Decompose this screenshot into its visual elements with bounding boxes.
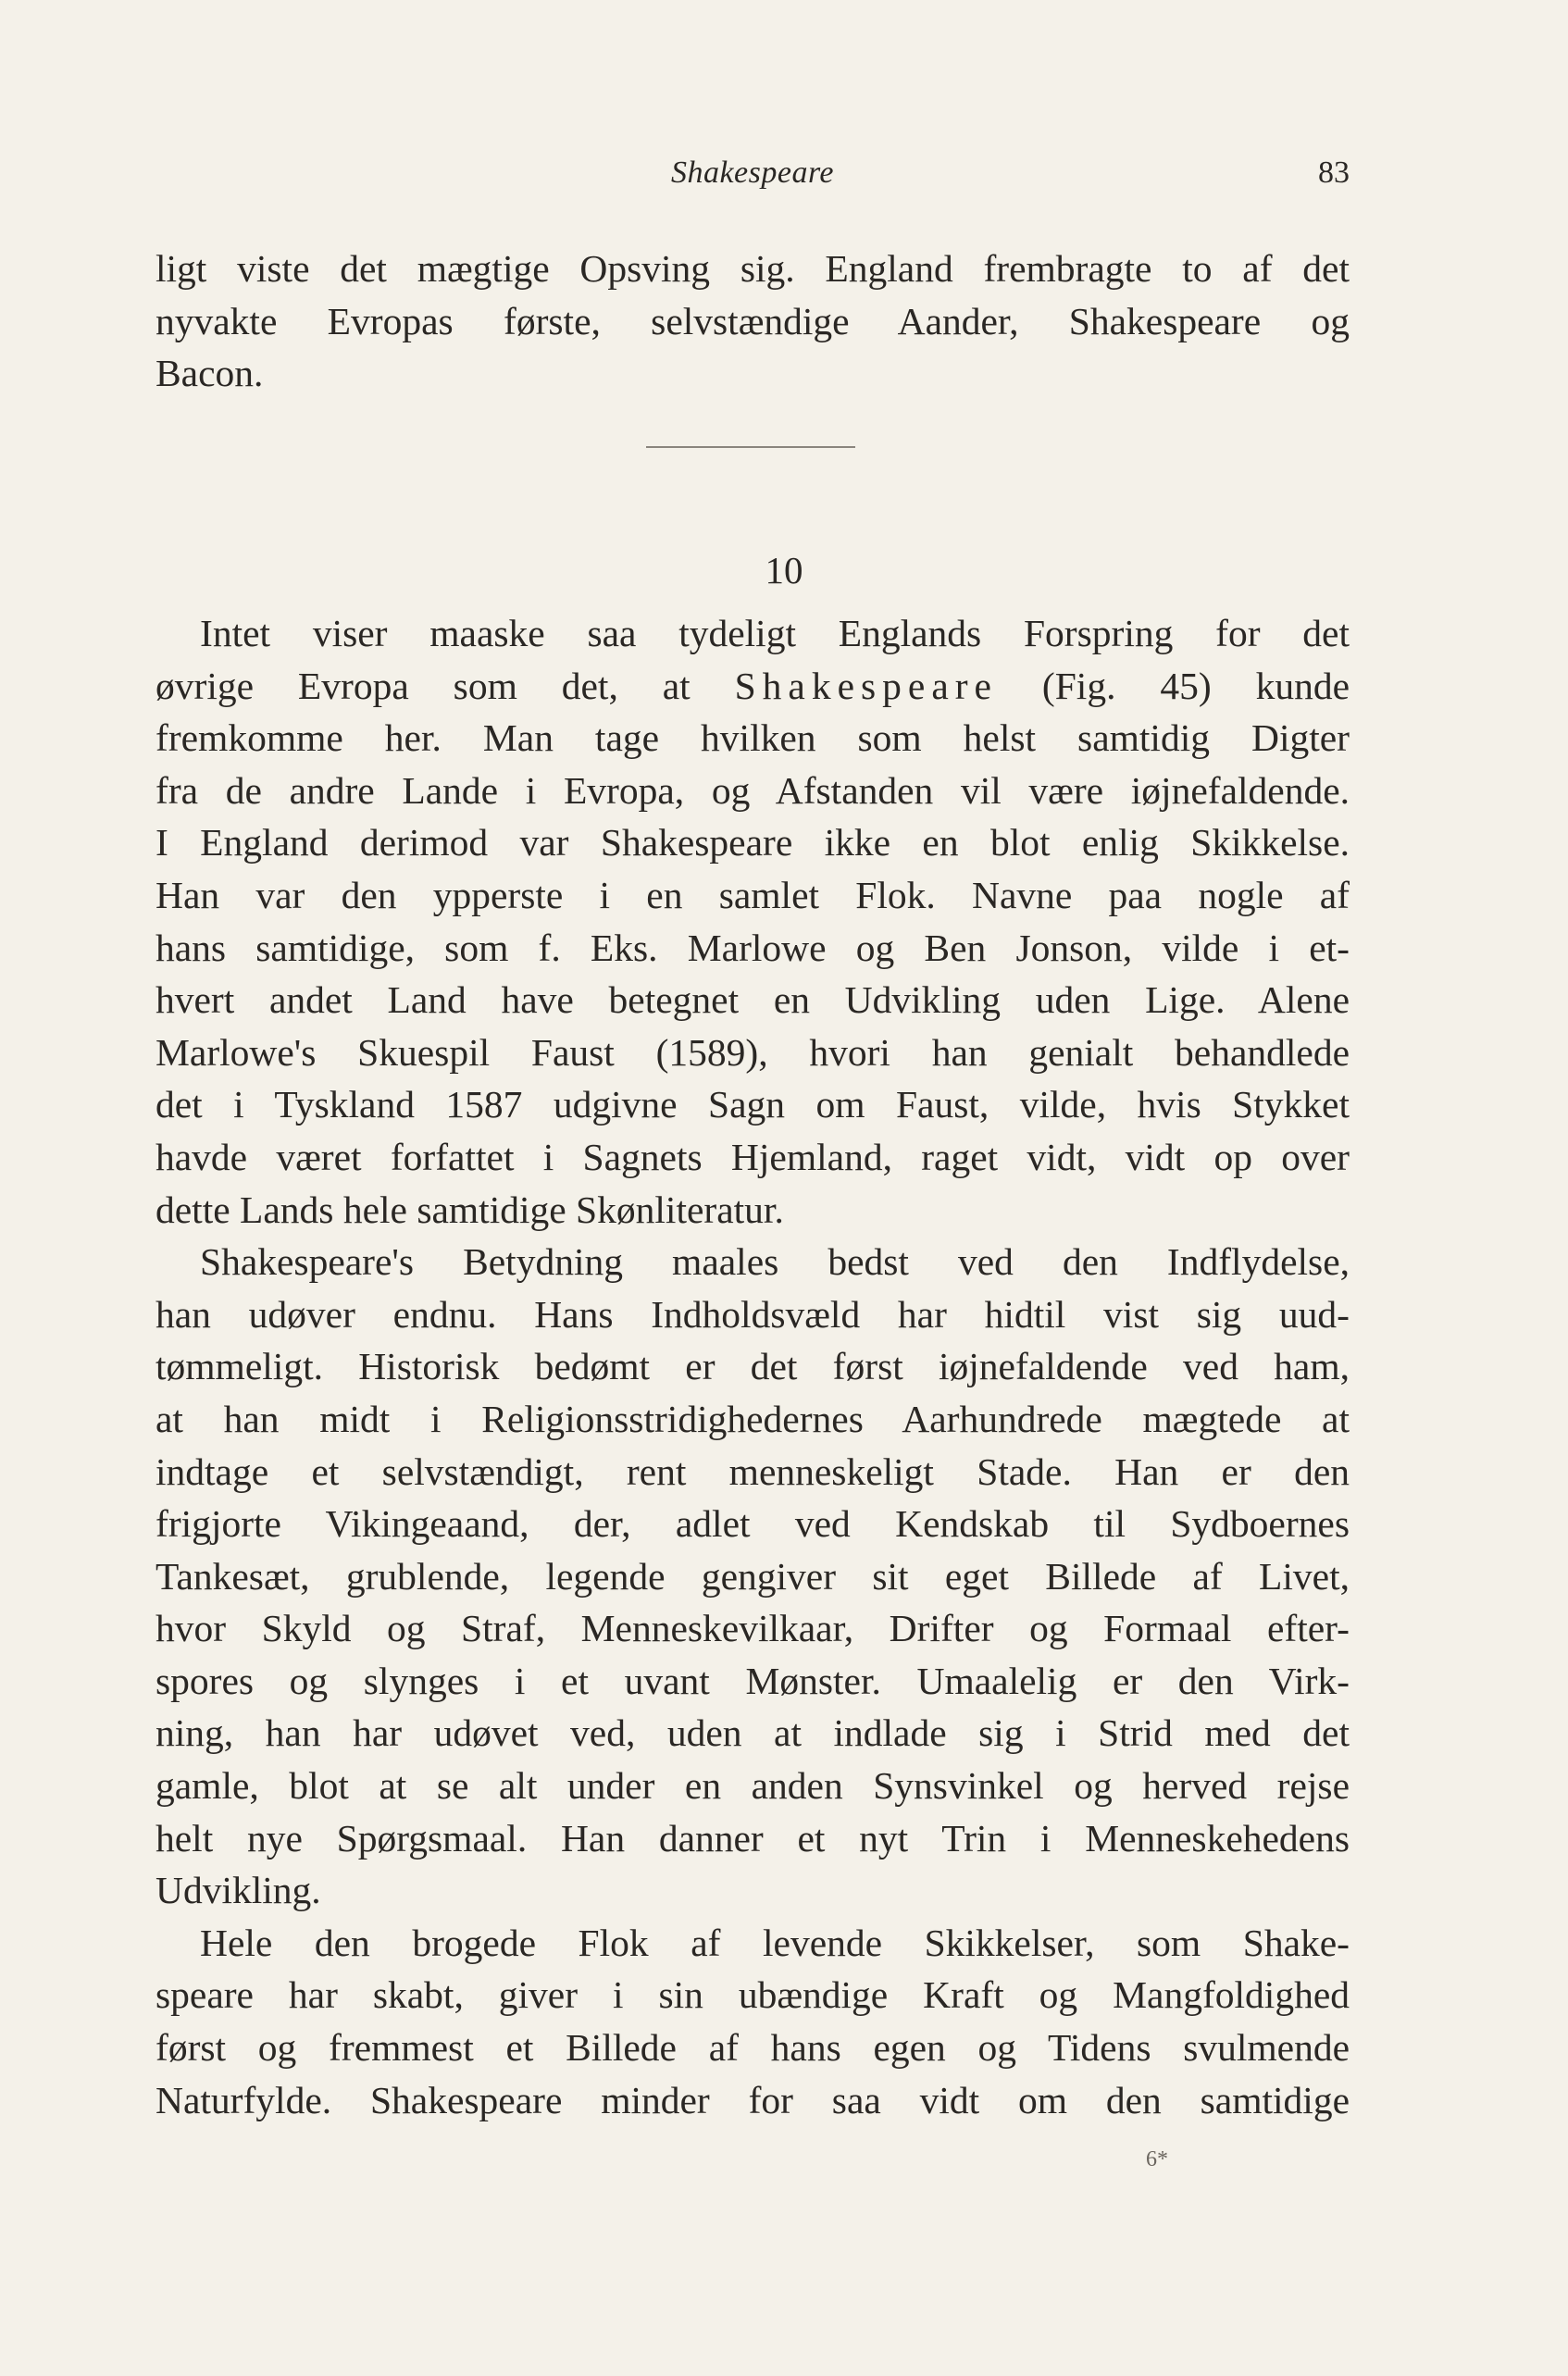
section-divider (646, 446, 855, 448)
paragraph-intro (156, 607, 1350, 1236)
text-line: Marlowe's Skuespil Faust (1589), hvori han genialt behandlede (156, 1030, 1350, 1074)
text-line: fremkomme her. Man tage hvilken som helst samtidig Digter (156, 716, 1350, 760)
signature-mark: 6* (1146, 2147, 1168, 2171)
page-number: 83 (1318, 155, 1350, 190)
text-line: I England derimod var Shakespeare ikke en blot enlig Skikkelse. (156, 821, 1350, 865)
text-line: Tankesæt, grublende, legende gengiver sit eget Billede af Livet, (156, 1554, 1350, 1598)
text-line: ning, han har udøvet ved, uden at indlade sig i Strid med det (156, 1711, 1350, 1755)
text-line: øvrige Evropa som det, at Shakespeare (Fig. 45) kunde (156, 664, 1350, 707)
running-title: Shakespeare (670, 155, 835, 190)
text-line: nyvakte Evropas første, selvstændige Aander, Shakespeare og (156, 299, 1350, 342)
text-line: Hele den brogede Flok af levende Skikkelser, som Shake- (200, 1921, 1350, 1964)
text-line: hans samtidige, som f. Eks. Marlowe og Ben Jonson, vilde i et- (156, 926, 1350, 969)
paragraph-continuation (156, 243, 1350, 400)
text-line: frigjorte Vikingeaand, der, adlet ved Kendskab til Sydboernes (156, 1502, 1350, 1546)
text-line: helt nye Spørgsmaal. Han danner et nyt Trin i Menneskehedens (156, 1816, 1350, 1860)
text-line: dette Lands hele samtidige Skønliteratur. (156, 1188, 784, 1231)
emphasized-name: Shakespeare (734, 664, 998, 707)
text-line: Udvikling. (156, 1869, 321, 1912)
text-line: ligt viste det mægtige Opsving sig. England frembragte to af det (156, 247, 1350, 290)
text-block-section-10 (156, 607, 1350, 2126)
text-line: indtage et selvstændigt, rent menneskeligt Stade. Han er den (156, 1449, 1350, 1493)
text-line: Bacon. (156, 352, 264, 395)
text-block-continuation (156, 243, 1350, 400)
text-line: at han midt i Religionsstridighedernes Aarhundrede mægtede at (156, 1397, 1350, 1440)
section-number: 10 (765, 549, 803, 591)
text-line: gamle, blot at se alt under en anden Synsvinkel og herved rejse (156, 1764, 1350, 1808)
text-line: speare har skabt, giver i sin ubændige Kraft og Mangfoldighed (156, 1973, 1350, 2017)
text-line: spores og slynges i et uvant Mønster. Umaalelig er den Virk- (156, 1659, 1350, 1702)
text-line: han udøver endnu. Hans Indholdsvæld har hidtil vist sig uud- (156, 1292, 1350, 1336)
text-line: først og fremmest et Billede af hans egen og Tidens svulmende (156, 2026, 1350, 2070)
text-line: Naturfylde. Shakespeare minder for saa vidt om den samtidige (156, 2078, 1350, 2121)
text-line: Shakespeare's Betydning maales bedst ved den Indflydelse, (200, 1240, 1350, 1284)
running-head (156, 155, 1350, 202)
paragraph-flok (156, 1917, 1350, 2126)
text-line: Han var den ypperste i en samlet Flok. Navne paa nogle af (156, 873, 1350, 916)
text-line: Intet viser maaske saa tydeligt Englands Forspring for det (200, 612, 1350, 654)
text-line: hvert andet Land have betegnet en Udvikling uden Lige. Alene (156, 978, 1350, 1022)
text-line: tømmeligt. Historisk bedømt er det først iøjnefaldende ved ham, (156, 1345, 1350, 1388)
text-line: fra de andre Lande i Evropa, og Afstanden vil være iøjnefaldende. (156, 768, 1350, 812)
paragraph-betydning (156, 1236, 1350, 1917)
text-line: havde været forfattet i Sagnets Hjemland, raget vidt, vidt op over (156, 1135, 1350, 1178)
text-line: hvor Skyld og Straf, Menneskevilkaar, Drifter og Formaal efter- (156, 1607, 1350, 1650)
text-line: det i Tyskland 1587 udgivne Sagn om Faust, vilde, hvis Stykket (156, 1083, 1350, 1126)
